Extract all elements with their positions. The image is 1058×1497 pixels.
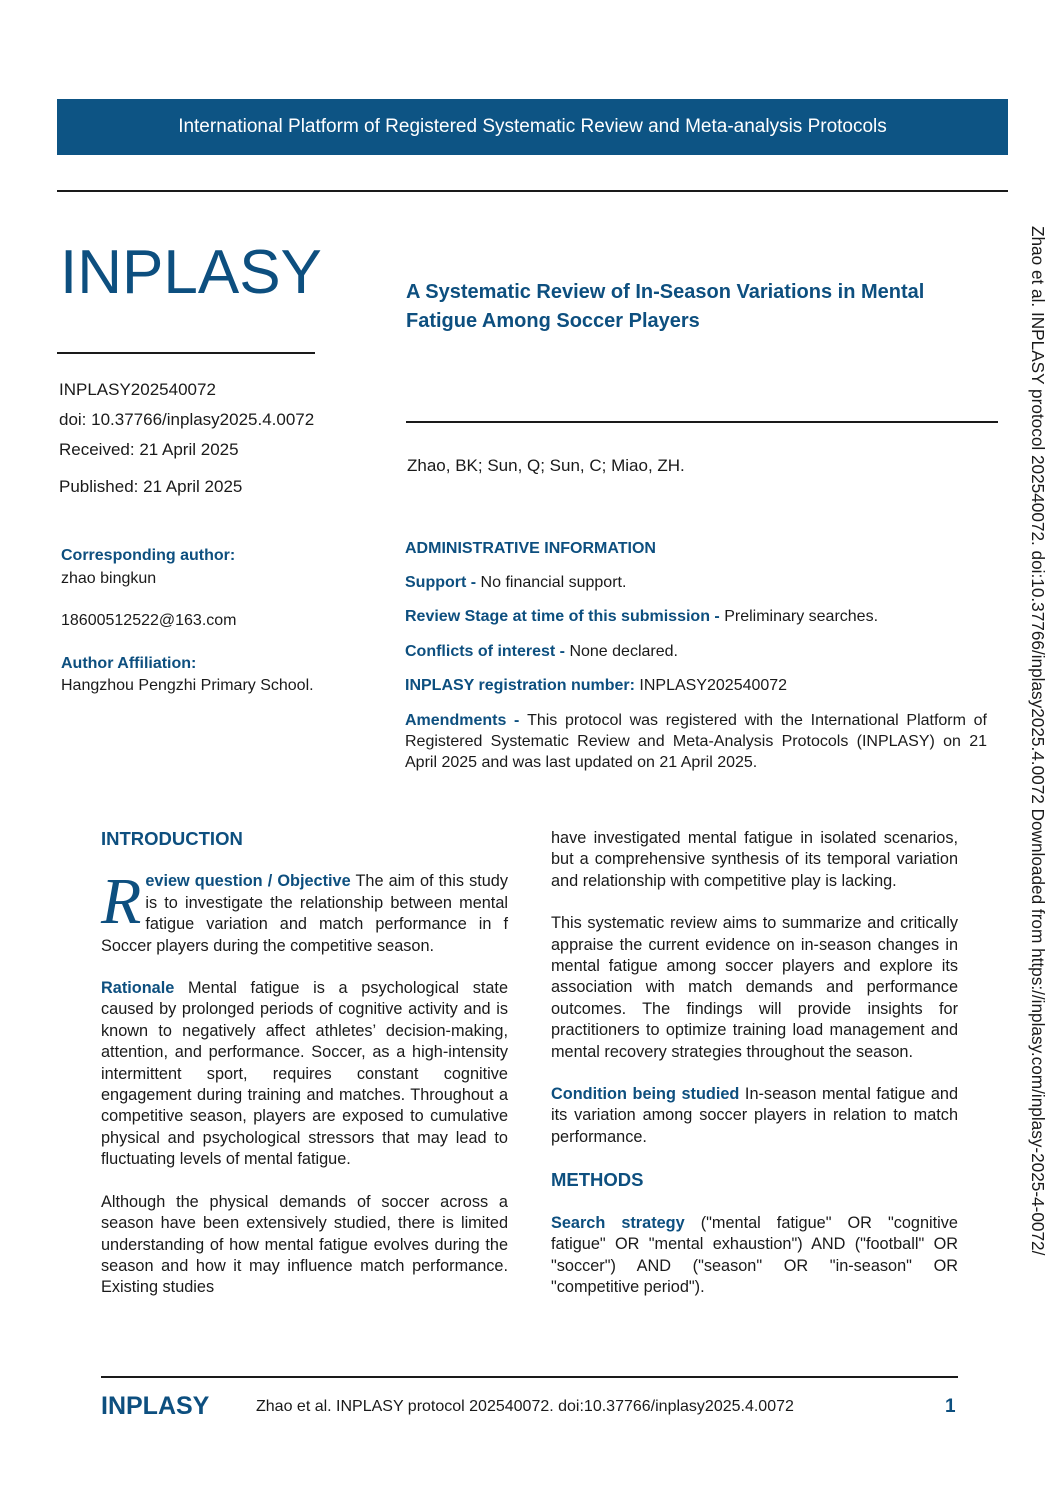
header-banner: International Platform of Registered Systematic Review and Meta-analysis Protocols xyxy=(57,99,1008,155)
left-column xyxy=(101,828,508,1320)
corresponding-author-name: zhao bingkun xyxy=(61,570,157,587)
rationale-paragraph xyxy=(101,978,508,1171)
footer-divider xyxy=(101,1376,958,1378)
registration-id: INPLASY202540072 xyxy=(59,380,216,399)
search-strategy-paragraph xyxy=(551,1213,958,1299)
review-question-label: eview question / Objective xyxy=(145,872,351,891)
right-column xyxy=(551,828,958,1319)
inplasy-logo: INPLASY xyxy=(60,238,322,307)
support-value: No financial support. xyxy=(480,574,627,591)
amendments-value: This protocol was registered with the International Platform of Registered Systematic Review and Meta-Analysis Protocols (INPLASY) on 21 April 2025 and was last updated on 21 April 2025. xyxy=(405,712,987,771)
registration-number-line xyxy=(405,675,987,696)
review-stage-label: Review Stage at time of this submission - xyxy=(405,608,725,625)
review-question-text: The aim of this study is to investigate the relationship between mental fatigue variation and match performance in f Soccer players during the competitive season. xyxy=(101,872,508,955)
conflicts-value: None declared. xyxy=(569,643,678,660)
corresponding-author-label: Corresponding author: xyxy=(61,547,236,564)
rationale-label: Rationale xyxy=(101,979,175,998)
condition-label: Condition being studied xyxy=(551,1085,740,1104)
registration-number-value: INPLASY202540072 xyxy=(639,677,788,694)
download-sidebar: Zhao et al. INPLASY protocol 202540072. doi:10.37766/inplasy2025.4.0072 Downloaded from https://inplasy.com/inplasy-2025-4-0072/ xyxy=(1028,226,1048,1256)
support-label: Support - xyxy=(405,574,481,591)
rationale-text: Mental fatigue is a psychological state caused by prolonged periods of cognitive activity and is known to negatively affect athletes’ decision-making, attention, and performance. Soccer, as a high-intensity intermittent sport, requires constant cognitive engagement during training and matches. Throughout a competitive season, players are exposed to cumulative physical and psychological stressors that may lead to fluctuating levels of mental fatigue. xyxy=(101,979,508,1169)
search-strategy-text: ("mental fatigue" OR "cognitive fatigue" OR "mental exhaustion") AND ("football" OR "soccer") AND ("season" OR "in-season" OR "competitive period"). xyxy=(551,1213,958,1296)
logo-underline xyxy=(57,352,315,354)
received-date: Received: 21 April 2025 xyxy=(59,440,239,459)
amendments-label: Amendments - xyxy=(405,712,528,729)
intro-paragraph-3: Although the physical demands of soccer across a season have been extensively studied, there is limited understanding of how mental fatigue evolves during the season and how it may influence match performance. Existing studies xyxy=(101,1192,508,1297)
review-stage-value: Preliminary searches. xyxy=(724,608,879,625)
published-date: Published: 21 April 2025 xyxy=(59,477,243,496)
aim-paragraph: This systematic review aims to summarize and critically appraise the current evidence on in-season changes in mental fatigue among soccer players and explore its association with match demands and performance outcomes. The findings will provide insights for practitioners to optimize training load management and mental recovery strategies throughout the season. xyxy=(551,914,958,1061)
condition-text: In-season mental fatigue and its variation among soccer players in relation to match performance. xyxy=(551,1085,958,1146)
review-stage-line xyxy=(405,606,987,627)
author-list: Zhao, BK; Sun, Q; Sun, C; Miao, ZH. xyxy=(407,456,685,475)
methods-heading: METHODS xyxy=(551,1169,644,1191)
page-number: 1 xyxy=(945,1396,956,1417)
registration-number-label: INPLASY registration number: xyxy=(405,677,640,694)
paper-title: A Systematic Review of In-Season Variations in Mental Fatigue Among Soccer Players xyxy=(406,281,925,332)
condition-paragraph xyxy=(551,1084,958,1148)
review-question-paragraph xyxy=(101,865,508,957)
footer-logo: INPLASY xyxy=(101,1392,210,1420)
conflicts-label: Conflicts of interest - xyxy=(405,643,570,660)
drop-cap: R xyxy=(101,865,142,939)
admin-heading-text: ADMINISTRATIVE INFORMATION xyxy=(405,540,656,557)
affiliation-label: Author Affiliation: xyxy=(61,655,197,672)
affiliation-text: Hangzhou Pengzhi Primary School. xyxy=(61,677,314,694)
top-divider xyxy=(57,190,1008,192)
title-underline xyxy=(406,421,998,423)
admin-heading xyxy=(405,538,987,559)
corresponding-author-email: 18600512522@163.com xyxy=(61,612,237,629)
conflicts-line xyxy=(405,641,987,662)
introduction-heading: INTRODUCTION xyxy=(101,828,243,849)
support-line xyxy=(405,572,987,593)
footer-citation: Zhao et al. INPLASY protocol 202540072. doi:10.37766/inplasy2025.4.0072 xyxy=(256,1398,794,1415)
amendments-line xyxy=(405,710,987,773)
search-strategy-label: Search strategy xyxy=(551,1213,685,1232)
doi: doi: 10.37766/inplasy2025.4.0072 xyxy=(59,410,315,429)
intro-continued-paragraph: have investigated mental fatigue in isolated scenarios, but a comprehensive synthesis of its temporal variation and relationship with competitive play is lacking. xyxy=(551,829,958,890)
